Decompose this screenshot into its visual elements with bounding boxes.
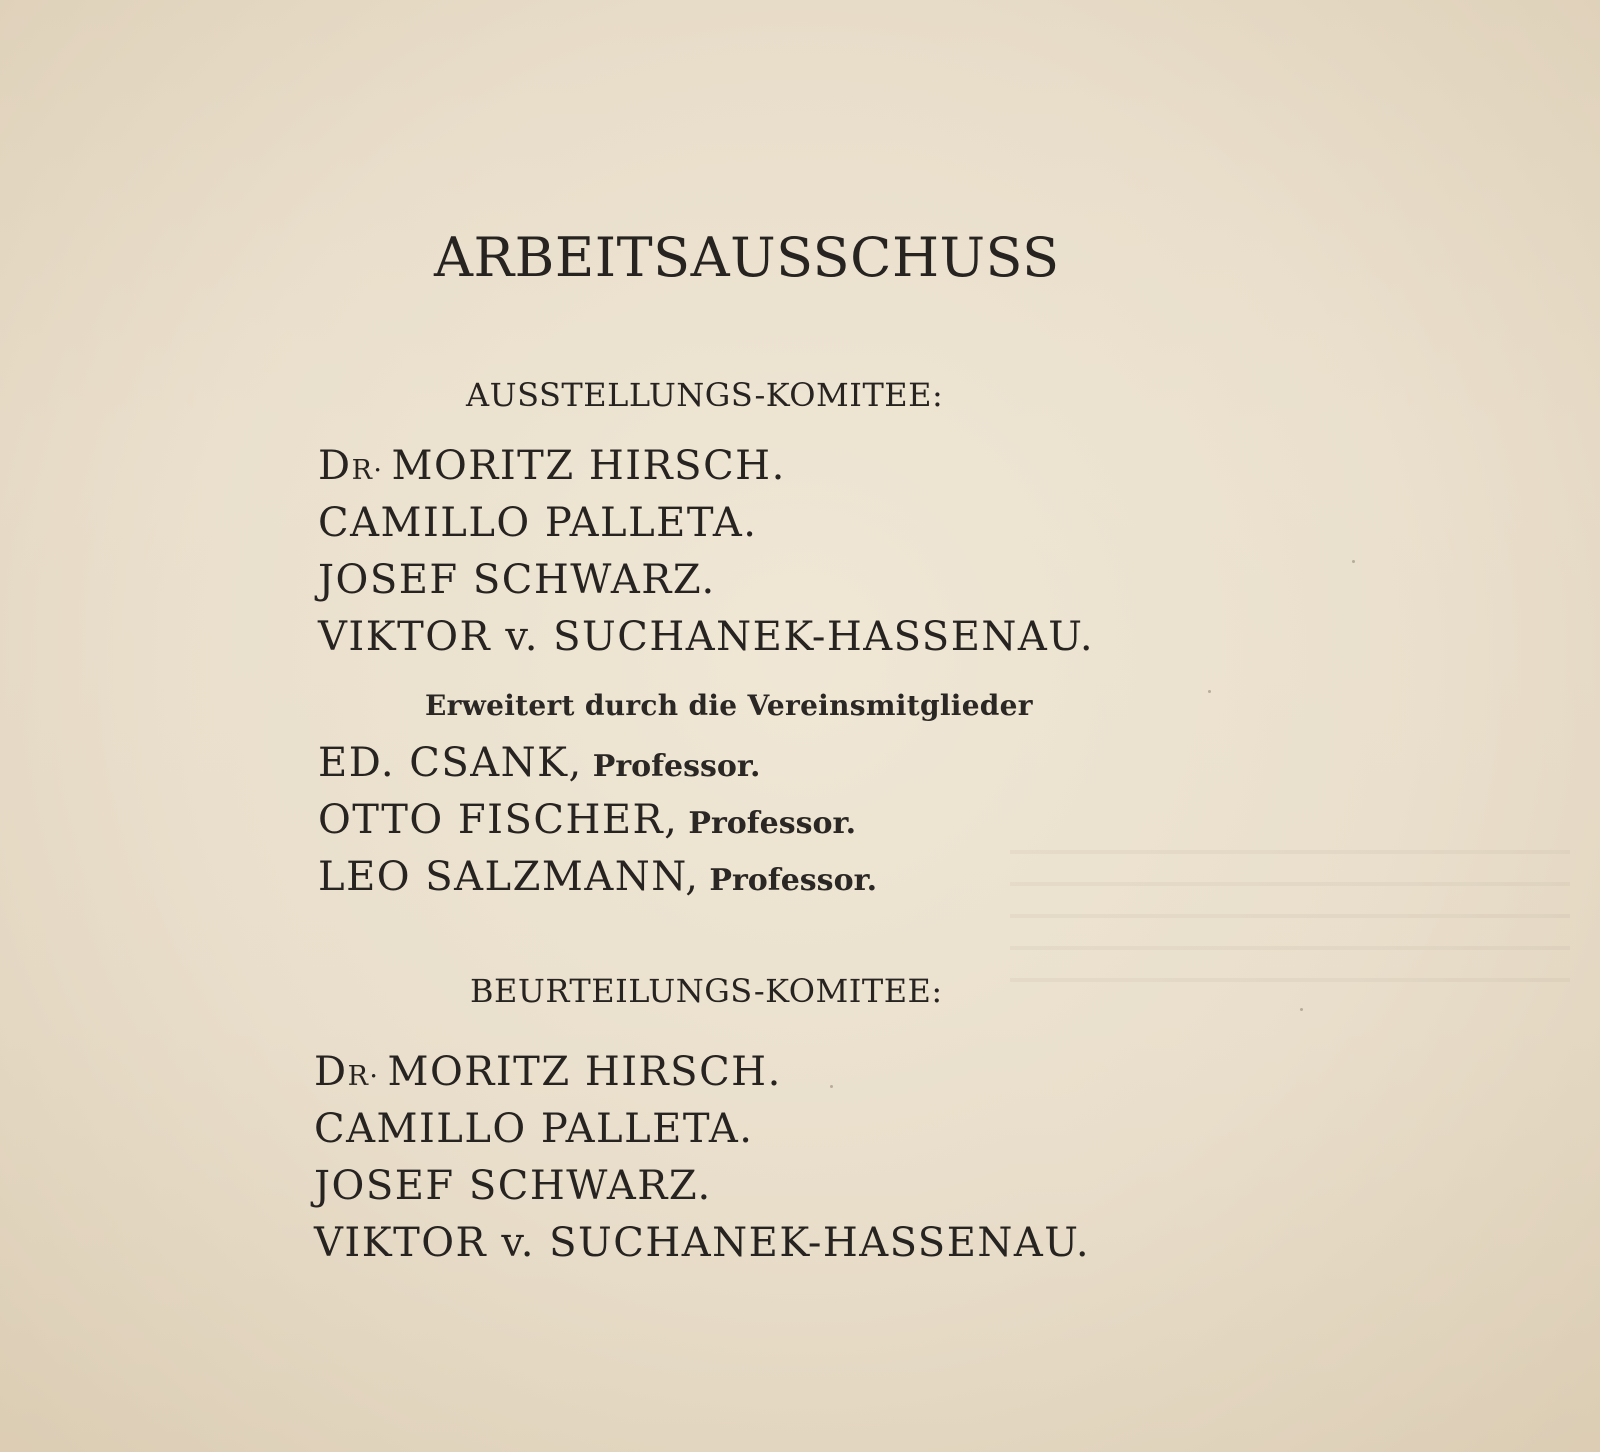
member-name: ED. CSANK, [318, 740, 583, 786]
extension-note: Erweitert durch die Vereinsmitglieder [425, 689, 1033, 722]
title-prefix-r: R [347, 1061, 370, 1092]
member-name: LEO SALZMANN, [318, 854, 700, 900]
member-name: VIKTOR v. SUCHANEK-HASSENAU. [318, 614, 1095, 660]
paper-speck [1352, 560, 1355, 563]
beurteilung-heading: BEURTEILUNGS-KOMITEE: [470, 972, 943, 1010]
member-role: Professor. [709, 863, 878, 898]
page-title: ARBEITSAUSSCHUSS [434, 226, 1060, 289]
ausstellung-heading: AUSSTELLUNGS-KOMITEE: [466, 376, 944, 414]
extended-member [318, 740, 761, 786]
member-name: CAMILLO PALLETA. [318, 500, 758, 546]
paper-speck [1208, 690, 1211, 693]
extended-member [318, 797, 857, 843]
member-name: JOSEF SCHWARZ. [318, 557, 716, 603]
title-prefix-dot: · [373, 455, 384, 486]
beurteilung-member [314, 1049, 782, 1095]
member-name: VIKTOR v. SUCHANEK-HASSENAU. [314, 1220, 1091, 1266]
member-name: CAMILLO PALLETA. [314, 1106, 754, 1152]
member-name: MORITZ HIRSCH. [387, 1049, 782, 1095]
member-role: Professor. [688, 806, 857, 841]
member-name: OTTO FISCHER, [318, 797, 679, 843]
ausstellung-member [318, 614, 1095, 660]
beurteilung-member [314, 1106, 754, 1152]
bleed-through-texture [1010, 850, 1570, 1050]
beurteilung-member [314, 1163, 712, 1209]
paper-speck [830, 1085, 833, 1088]
member-role: Professor. [592, 749, 761, 784]
title-prefix-dot: · [369, 1061, 380, 1092]
title-prefix-d: D [318, 443, 352, 489]
paper-speck [1300, 1008, 1303, 1011]
ausstellung-member [318, 500, 758, 546]
member-name: JOSEF SCHWARZ. [314, 1163, 712, 1209]
extended-member [318, 854, 878, 900]
title-prefix-r: R [351, 455, 374, 486]
title-prefix-d: D [314, 1049, 348, 1095]
member-name: MORITZ HIRSCH. [391, 443, 786, 489]
ausstellung-member [318, 443, 786, 489]
ausstellung-member [318, 557, 716, 603]
beurteilung-member [314, 1220, 1091, 1266]
